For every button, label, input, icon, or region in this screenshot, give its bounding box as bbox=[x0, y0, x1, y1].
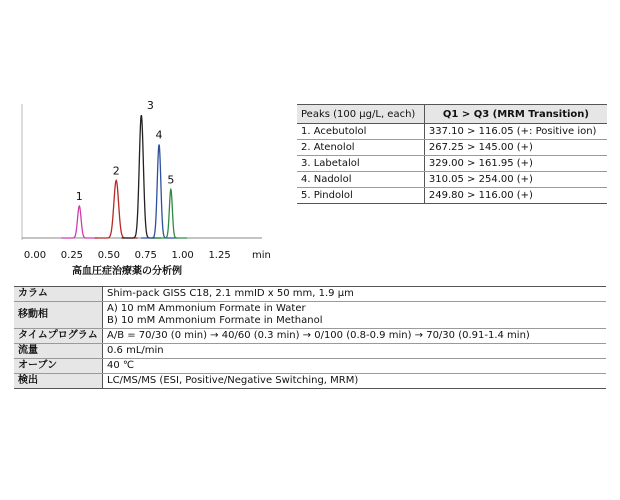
x-tick-label: 1.00 bbox=[171, 250, 194, 261]
condition-label: 流量 bbox=[14, 344, 103, 359]
peak-label-2: 2 bbox=[112, 164, 120, 178]
peaks-header-transition: Q1 > Q3 (MRM Transition) bbox=[424, 105, 607, 124]
peaks-header-name: Peaks (100 μg/L, each) bbox=[297, 105, 424, 124]
condition-row-oven bbox=[14, 359, 606, 374]
condition-row-flow bbox=[14, 344, 606, 359]
x-tick-label: 0.50 bbox=[97, 250, 120, 261]
peak-name: 4. Nadolol bbox=[297, 172, 424, 188]
table-row bbox=[297, 188, 607, 204]
peak-label-1: 1 bbox=[75, 190, 83, 203]
chromatogram-peak-2 bbox=[95, 180, 138, 238]
peak-transition: 249.80 > 116.00 (+) bbox=[424, 188, 607, 204]
condition-value: 40 ℃ bbox=[103, 359, 607, 374]
x-axis-unit: min bbox=[252, 250, 271, 261]
peak-label-4: 4 bbox=[155, 128, 163, 142]
condition-label: タイムプログラム bbox=[14, 329, 103, 344]
chromatogram-chart bbox=[0, 0, 290, 280]
peak-transition: 329.00 > 161.95 (+) bbox=[424, 156, 607, 172]
table-row bbox=[297, 124, 607, 140]
condition-label: オーブン bbox=[14, 359, 103, 374]
peak-name: 5. Pindolol bbox=[297, 188, 424, 204]
x-tick-label: 0.25 bbox=[60, 250, 84, 261]
condition-value: Shim-pack GISS C18, 2.1 mmID x 50 mm, 1.9 μm bbox=[103, 287, 607, 302]
chromatogram-peak-1 bbox=[61, 206, 97, 238]
mobile-phase-b: B) 10 mM Ammonium Formate in Methanol bbox=[107, 315, 323, 326]
mobile-phase-a: A) 10 mM Ammonium Formate in Water bbox=[107, 303, 306, 314]
x-tick-label: 0.75 bbox=[134, 250, 157, 261]
x-tick-label: 0.00 bbox=[23, 250, 47, 261]
condition-value bbox=[103, 302, 607, 329]
condition-row-time-program bbox=[14, 329, 606, 344]
peak-transition: 337.10 > 116.05 (+: Positive ion) bbox=[424, 124, 607, 140]
chromatogram-peak-5 bbox=[155, 189, 187, 238]
condition-label: カラム bbox=[14, 287, 103, 302]
table-row bbox=[297, 140, 607, 156]
condition-row-detection bbox=[14, 374, 606, 389]
condition-value: 0.6 mL/min bbox=[103, 344, 607, 359]
peak-label-5: 5 bbox=[167, 173, 175, 187]
condition-label: 検出 bbox=[14, 374, 103, 389]
peak-transition: 267.25 > 145.00 (+) bbox=[424, 140, 607, 156]
table-row bbox=[297, 172, 607, 188]
peak-name: 3. Labetalol bbox=[297, 156, 424, 172]
peak-label-3: 3 bbox=[146, 99, 154, 113]
peaks-table-header bbox=[297, 105, 607, 124]
conditions-table bbox=[14, 286, 606, 389]
condition-value: LC/MS/MS (ESI, Positive/Negative Switching, MRM) bbox=[103, 374, 607, 389]
chart-caption: 高血圧症治療薬の分析例 bbox=[72, 266, 182, 277]
x-axis-ticks bbox=[24, 250, 271, 261]
peak-name: 2. Atenolol bbox=[297, 140, 424, 156]
peaks-table bbox=[297, 104, 607, 204]
condition-row-column bbox=[14, 287, 606, 302]
peak-transition: 310.05 > 254.00 (+) bbox=[424, 172, 607, 188]
condition-value: A/B = 70/30 (0 min) → 40/60 (0.3 min) → 0/100 (0.8-0.9 min) → 70/30 (0.91-1.4 min) bbox=[103, 329, 607, 344]
condition-label: 移動相 bbox=[14, 302, 103, 329]
x-tick-label: 1.25 bbox=[208, 250, 231, 261]
table-row bbox=[297, 156, 607, 172]
condition-row-mobile-phase bbox=[14, 302, 606, 329]
peak-name: 1. Acebutolol bbox=[297, 124, 424, 140]
